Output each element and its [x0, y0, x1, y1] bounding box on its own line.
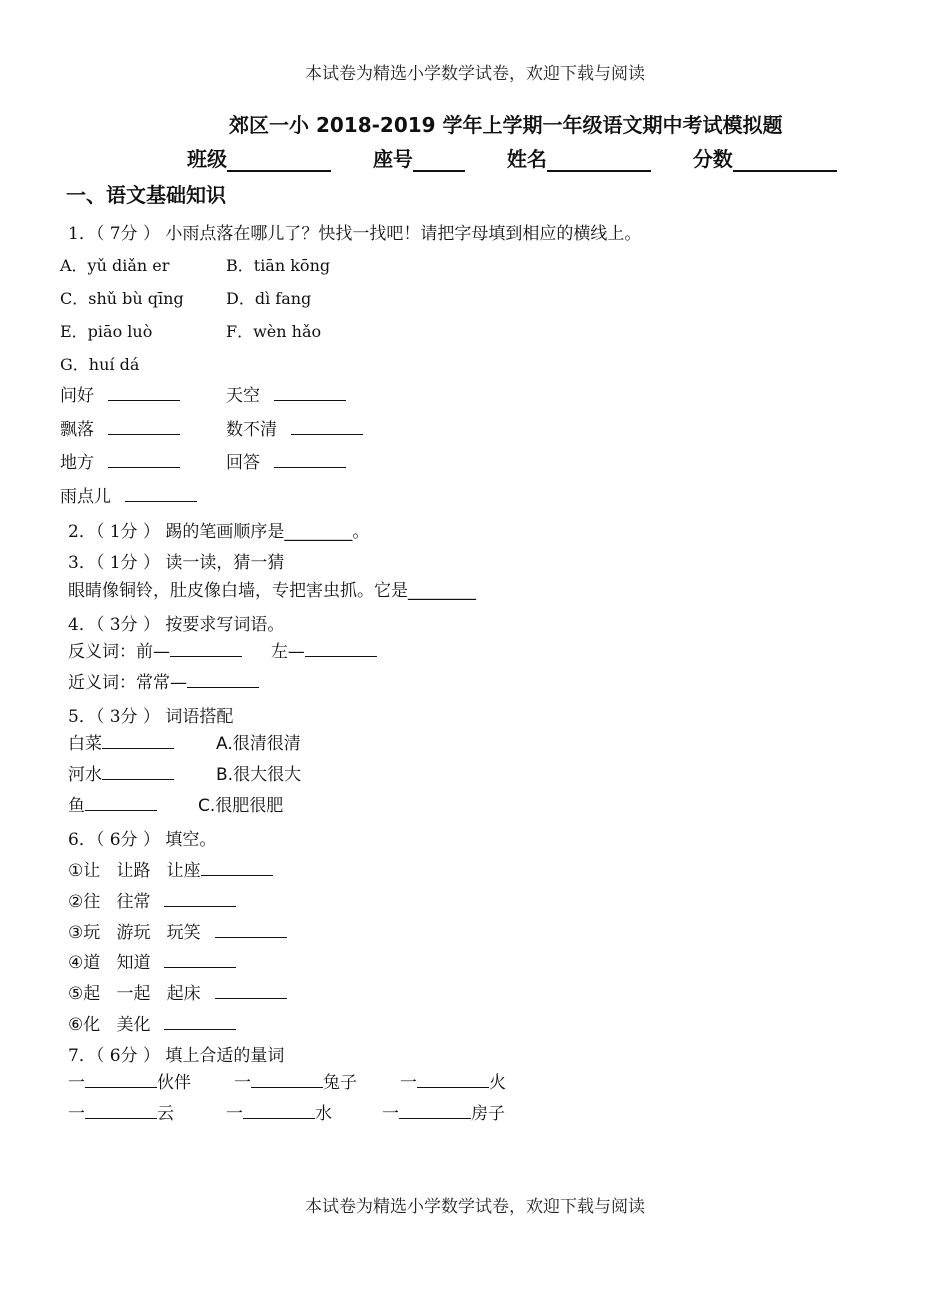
match-right: B.很大很大	[216, 765, 302, 785]
fill-item: ⑤起 一起 起床	[68, 979, 287, 1004]
question-7: 7．（ 6分 ） 填上合适的量词	[68, 1046, 285, 1066]
fill-item: ⑥化 美化	[68, 1010, 236, 1035]
class-label: 班级	[187, 147, 227, 171]
answer-blank[interactable]	[305, 640, 377, 657]
word-row: 数不清	[226, 415, 363, 440]
page-header: 本试卷为精选小学数学试卷，欢迎下载与阅读	[305, 64, 645, 84]
question-1: 1．（ 7分 ） 小雨点落在哪儿了？快找一找吧！请把字母填到相应的横线上。	[68, 224, 642, 244]
match-right: A.很清很清	[216, 734, 301, 754]
antonym-line: 反义词：前— 左—	[68, 637, 377, 662]
answer-blank[interactable]	[125, 485, 197, 502]
answer-blank[interactable]	[215, 982, 287, 999]
answer-blank[interactable]	[164, 951, 236, 968]
exam-title: 郊区一小 2018-2019 学年上学期一年级语文期中考试模拟题	[229, 113, 783, 137]
answer-blank[interactable]	[251, 1071, 323, 1088]
match-left: 白菜	[68, 729, 174, 754]
measure-word-row: 一 兔子	[234, 1073, 357, 1093]
question-5: 5．（ 3分 ） 词语搭配	[68, 707, 234, 727]
measure-word-row: 一 云	[68, 1104, 174, 1124]
option-c: C．shǔ bù qīng	[60, 289, 184, 308]
measure-word-row: 一 伙伴	[68, 1073, 191, 1093]
answer-blank[interactable]	[399, 1102, 471, 1119]
option-e: E．piāo luò	[60, 322, 153, 341]
answer-blank[interactable]	[102, 763, 174, 780]
question-4: 4．（ 3分 ） 按要求写词语。	[68, 615, 285, 635]
answer-blank[interactable]	[108, 451, 180, 468]
riddle-line: 眼睛像铜铃，肚皮像白墙，专把害虫抓。它是________	[68, 581, 476, 601]
option-f: F．wèn hǎo	[226, 322, 322, 341]
name-label: 姓名	[506, 147, 547, 171]
answer-blank[interactable]	[417, 1071, 489, 1088]
answer-blank[interactable]	[108, 384, 180, 401]
question-2: 2．（ 1分 ） 踢的笔画顺序是________。	[68, 522, 370, 542]
match-right: C.很肥很肥	[198, 796, 284, 816]
word-row: 回答	[226, 448, 346, 473]
fill-item: ③玩 游玩 玩笑	[68, 918, 287, 943]
question-6: 6．（ 6分 ） 填空。	[68, 830, 217, 850]
option-d: D．dì fang	[226, 289, 312, 308]
answer-blank[interactable]	[170, 640, 242, 657]
name-blank[interactable]	[547, 148, 651, 172]
answer-blank[interactable]	[243, 1102, 315, 1119]
info-fields	[187, 143, 837, 172]
measure-word-row: 一 房子	[382, 1104, 505, 1124]
section-heading: 一、语文基础知识	[66, 183, 226, 207]
answer-blank[interactable]	[187, 671, 259, 688]
answer-blank[interactable]	[201, 859, 273, 876]
word-row: 天空	[226, 381, 346, 406]
word-row: 问好	[60, 381, 180, 406]
option-g: G．huí dá	[60, 355, 140, 374]
score-blank[interactable]	[733, 148, 837, 172]
seat-label: 座号	[372, 147, 413, 171]
question-3: 3．（ 1分 ） 读一读，猜一猜	[68, 553, 285, 573]
answer-blank[interactable]	[85, 1071, 157, 1088]
option-b: B．tiān kōng	[226, 256, 331, 275]
answer-blank[interactable]	[102, 732, 174, 749]
answer-blank[interactable]	[215, 921, 287, 938]
answer-blank[interactable]	[85, 1102, 157, 1119]
match-left: 河水	[68, 760, 174, 785]
class-blank[interactable]	[227, 148, 331, 172]
word-row: 雨点儿	[60, 482, 197, 507]
answer-blank[interactable]	[274, 451, 346, 468]
fill-item: ②往 往常	[68, 887, 236, 912]
answer-blank[interactable]	[164, 890, 236, 907]
fill-item: ④道 知道	[68, 948, 236, 973]
option-a: A．yǔ diǎn er	[60, 256, 170, 275]
word-row: 地方	[60, 448, 180, 473]
measure-word-row: 一 水	[226, 1104, 332, 1124]
measure-word-row: 一 火	[400, 1073, 506, 1093]
answer-blank[interactable]	[291, 418, 363, 435]
match-left: 鱼	[68, 791, 157, 816]
fill-item: ①让 让路 让座	[68, 856, 273, 881]
synonym-line: 近义词：常常—	[68, 668, 259, 693]
page-footer: 本试卷为精选小学数学试卷，欢迎下载与阅读	[305, 1197, 645, 1217]
answer-blank[interactable]	[274, 384, 346, 401]
answer-blank[interactable]	[108, 418, 180, 435]
score-label: 分数	[692, 147, 733, 171]
seat-blank[interactable]	[413, 148, 465, 172]
answer-blank[interactable]	[85, 794, 157, 811]
word-row: 飘落	[60, 415, 180, 440]
answer-blank[interactable]	[164, 1013, 236, 1030]
